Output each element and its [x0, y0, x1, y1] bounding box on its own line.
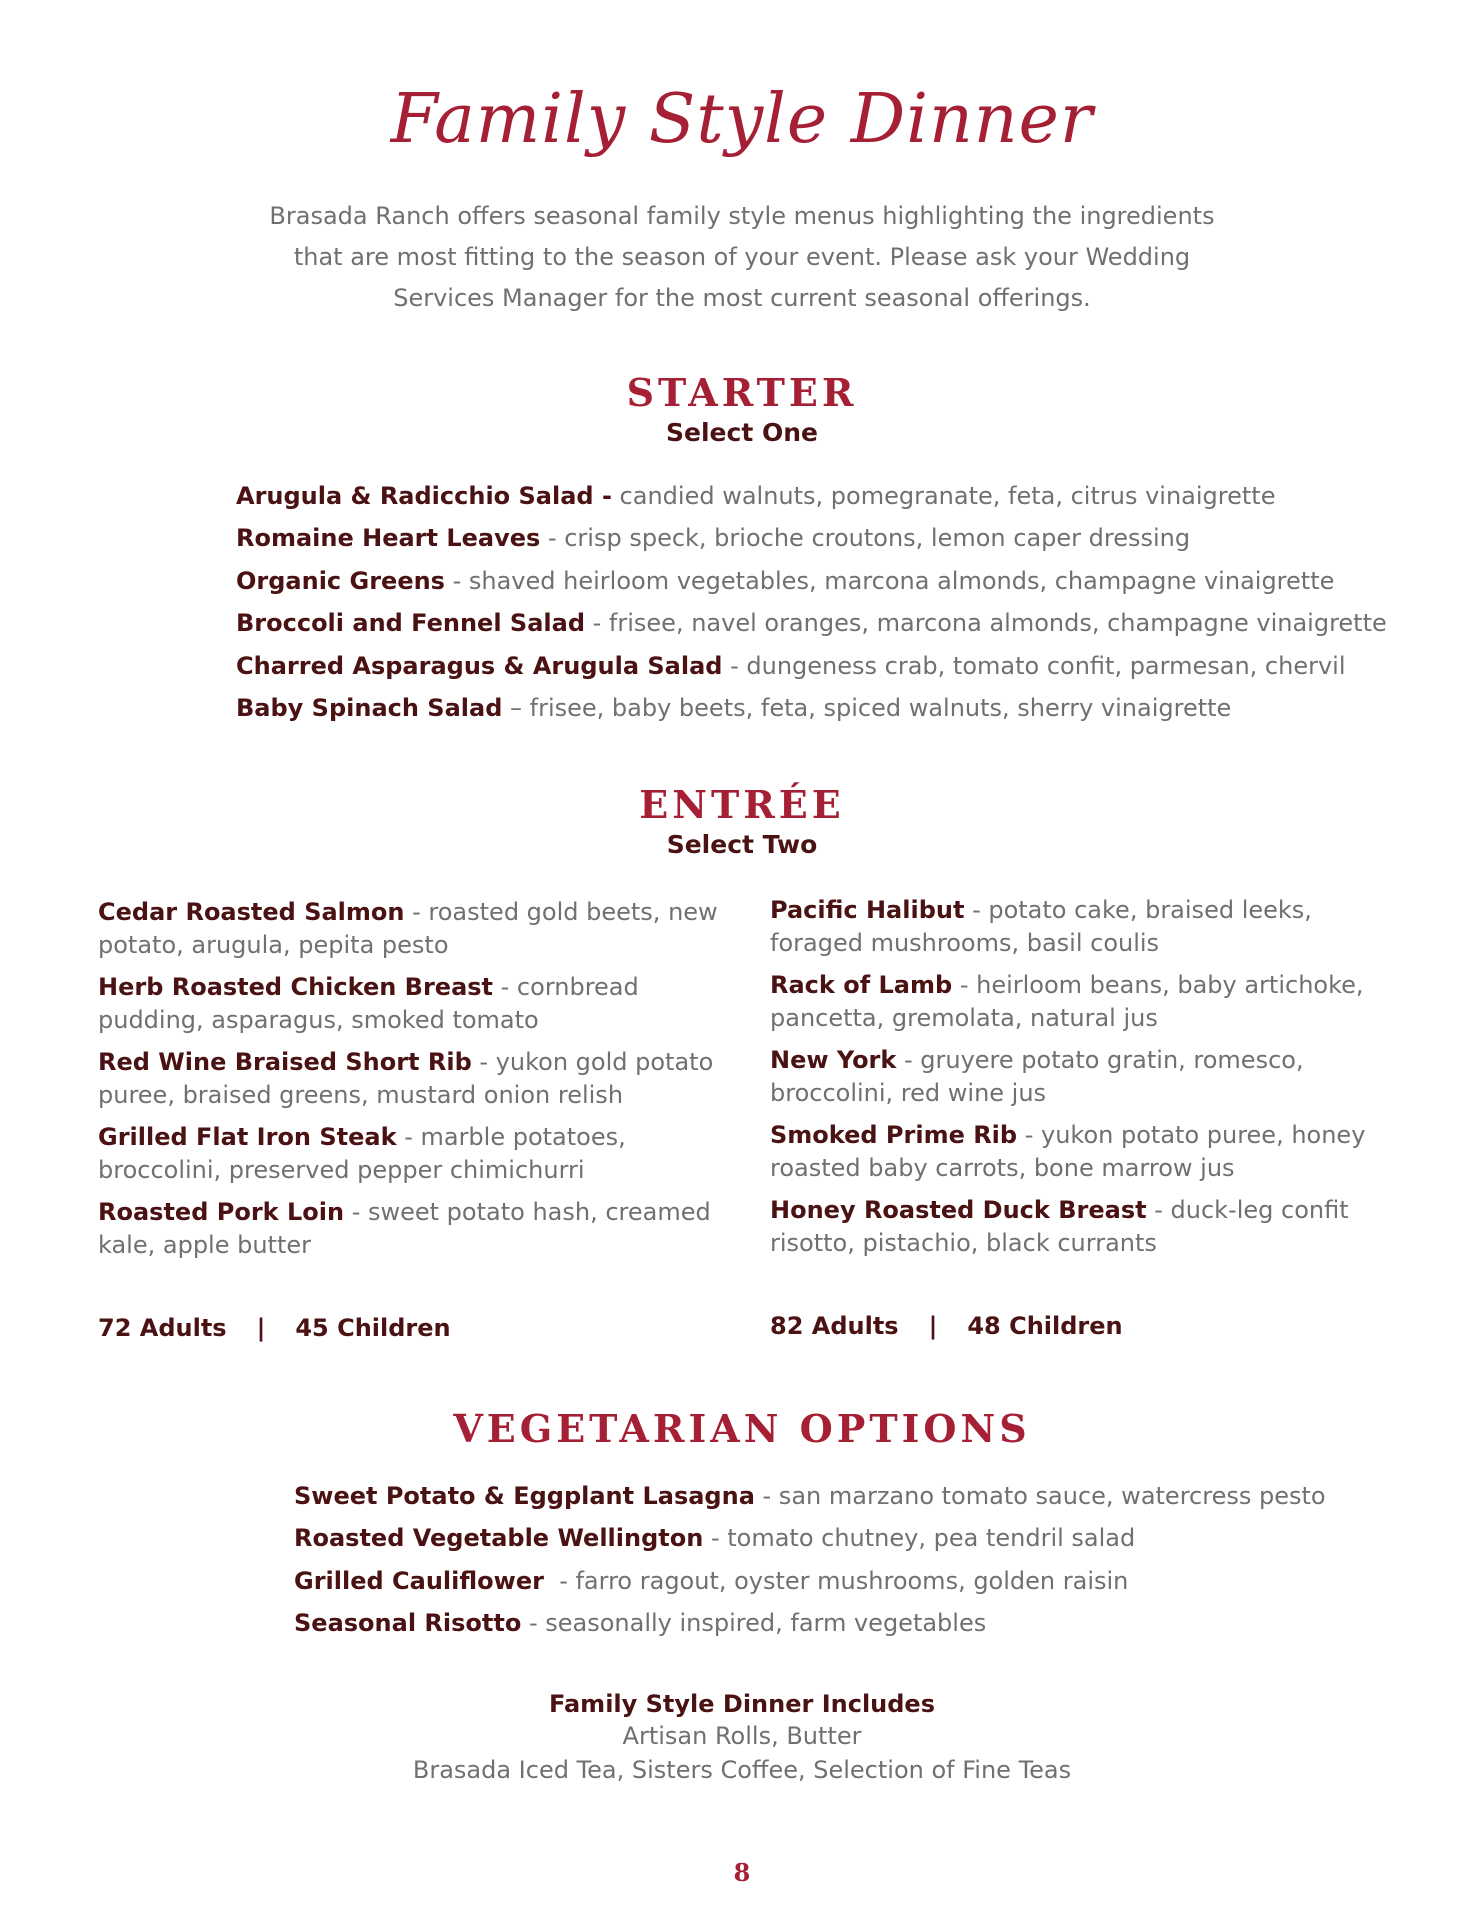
list-item: [98, 1121, 718, 1186]
list-item: [770, 969, 1390, 1034]
list-item: [770, 1119, 1390, 1184]
vegetarian-heading: VEGETARIAN OPTIONS: [453, 1406, 1031, 1451]
menu-item-name: Red Wine Braised Short Rib: [98, 1048, 472, 1076]
menu-item-name: Broccoli and Fennel Salad: [236, 609, 585, 638]
menu-item-name: Smoked Prime Rib: [770, 1121, 1018, 1149]
menu-item-description: - gruyere potato gratin, romesco, broccolini, red wine jus: [770, 1046, 1304, 1107]
menu-item-name: Sweet Potato & Eggplant Lasagna: [294, 1482, 755, 1510]
menu-item-name: Honey Roasted Duck Breast: [770, 1196, 1147, 1224]
list-item: [770, 1044, 1390, 1109]
menu-item-description: - dungeness crab, tomato confit, parmesan, chervil: [722, 651, 1346, 680]
price-adults: 82 Adults: [770, 1312, 899, 1340]
menu-item-description: - farro ragout, oyster mushrooms, golden raisin: [543, 1566, 1129, 1595]
menu-item-description: - roasted gold beets, new potato, arugula, pepita pesto: [98, 898, 718, 959]
price-left: [98, 1314, 451, 1342]
menu-item-name: Cedar Roasted Salmon: [98, 898, 405, 926]
intro-paragraph: Brasada Ranch offers seasonal family style menus highlighting the ingredients that are most fitting to the season of your event. Please ask your Wedding Services Manager for the most current seasonal offerings.: [269, 202, 1215, 312]
list-item: [236, 475, 1387, 517]
menu-item-name: Rack of Lamb: [770, 971, 953, 999]
list-item: [294, 1560, 1326, 1602]
list-item: [236, 517, 1387, 559]
menu-item-name: Charred Asparagus & Arugula Salad: [236, 651, 723, 680]
entree-list-right: [770, 894, 1390, 1269]
list-item: [294, 1517, 1326, 1559]
menu-item-description: - seasonally inspired, farm vegetables: [521, 1609, 987, 1638]
vegetarian-list: [294, 1475, 1326, 1645]
list-item: [770, 894, 1390, 959]
menu-item-name: Organic Greens: [236, 566, 445, 595]
list-item: [294, 1475, 1326, 1517]
menu-item-description: - cornbread pudding, asparagus, smoked tomato: [98, 973, 639, 1034]
list-item: [236, 602, 1387, 644]
menu-item-description: - shaved heirloom vegetables, marcona almonds, champagne vinaigrette: [444, 566, 1335, 595]
entree-subheading: Select Two: [666, 830, 818, 859]
price-separator: |: [928, 1312, 938, 1340]
menu-item-description: - san marzano tomato sauce, watercress pesto: [754, 1482, 1326, 1510]
menu-item-description: candied walnuts, pomegranate, feta, citrus vinaigrette: [611, 482, 1276, 510]
list-item: [98, 896, 718, 961]
list-item: [770, 1194, 1390, 1259]
menu-item-name: Pacific Halibut: [770, 896, 965, 924]
menu-item-description: - yukon potato puree, honey roasted baby carrots, bone marrow jus: [770, 1121, 1366, 1182]
menu-item-name: New York: [770, 1046, 897, 1074]
menu-item-name: Herb Roasted Chicken Breast: [98, 973, 494, 1001]
starter-heading: STARTER: [626, 370, 858, 415]
price-children: 45 Children: [295, 1314, 451, 1342]
entree-list-left: [98, 896, 718, 1271]
price-children: 48 Children: [967, 1312, 1123, 1340]
list-item: [236, 687, 1387, 729]
starter-list: [236, 475, 1387, 729]
includes-title: Family Style Dinner Includes: [549, 1690, 935, 1718]
menu-item-description: - duck-leg confit risotto, pistachio, black currants: [770, 1196, 1349, 1257]
menu-item-description: - sweet potato hash, creamed kale, apple butter: [98, 1198, 711, 1259]
list-item: [98, 1046, 718, 1111]
menu-item-description: – frisee, baby beets, feta, spiced walnuts, sherry vinaigrette: [502, 694, 1232, 723]
menu-item-description: - frisee, navel oranges, marcona almonds, champagne vinaigrette: [585, 609, 1387, 638]
menu-item-name: Roasted Pork Loin: [98, 1198, 345, 1226]
menu-item-name: Roasted Vegetable Wellington: [294, 1524, 704, 1553]
menu-item-description: - marble potatoes, broccolini, preserved pepper chimichurri: [98, 1123, 626, 1184]
includes-line: Artisan Rolls, Butter: [622, 1722, 862, 1750]
list-item: [294, 1602, 1326, 1644]
list-item: [236, 560, 1387, 602]
list-item: [98, 971, 718, 1036]
menu-item-description: - tomato chutney, pea tendril salad: [703, 1524, 1136, 1553]
page-number: 8: [733, 1858, 751, 1887]
list-item: [236, 645, 1387, 687]
starter-subheading: Select One: [666, 418, 818, 447]
entree-heading: ENTRÉE: [639, 782, 845, 827]
page-title: Family Style Dinner: [390, 80, 1094, 159]
menu-item-description: - crisp speck, brioche croutons, lemon caper dressing: [540, 524, 1191, 553]
price-separator: |: [256, 1314, 266, 1342]
includes-line: Brasada Iced Tea, Sisters Coffee, Selection of Fine Teas: [412, 1756, 1072, 1784]
menu-item-name: Baby Spinach Salad: [236, 694, 503, 723]
menu-item-name: Grilled Cauliflower: [294, 1566, 544, 1595]
price-adults: 72 Adults: [98, 1314, 227, 1342]
menu-item-name: Romaine Heart Leaves: [236, 524, 541, 553]
menu-item-name: Seasonal Risotto: [294, 1609, 522, 1638]
menu-item-name: Arugula & Radicchio Salad -: [236, 482, 612, 510]
menu-item-description: - potato cake, braised leeks, foraged mushrooms, basil coulis: [770, 896, 1312, 957]
menu-item-name: Grilled Flat Iron Steak: [98, 1123, 397, 1151]
menu-item-description: - heirloom beans, baby artichoke, pancetta, gremolata, natural jus: [770, 971, 1364, 1032]
price-right: [770, 1312, 1123, 1340]
list-item: [98, 1196, 718, 1261]
menu-item-description: - yukon gold potato puree, braised greens, mustard onion relish: [98, 1048, 714, 1109]
